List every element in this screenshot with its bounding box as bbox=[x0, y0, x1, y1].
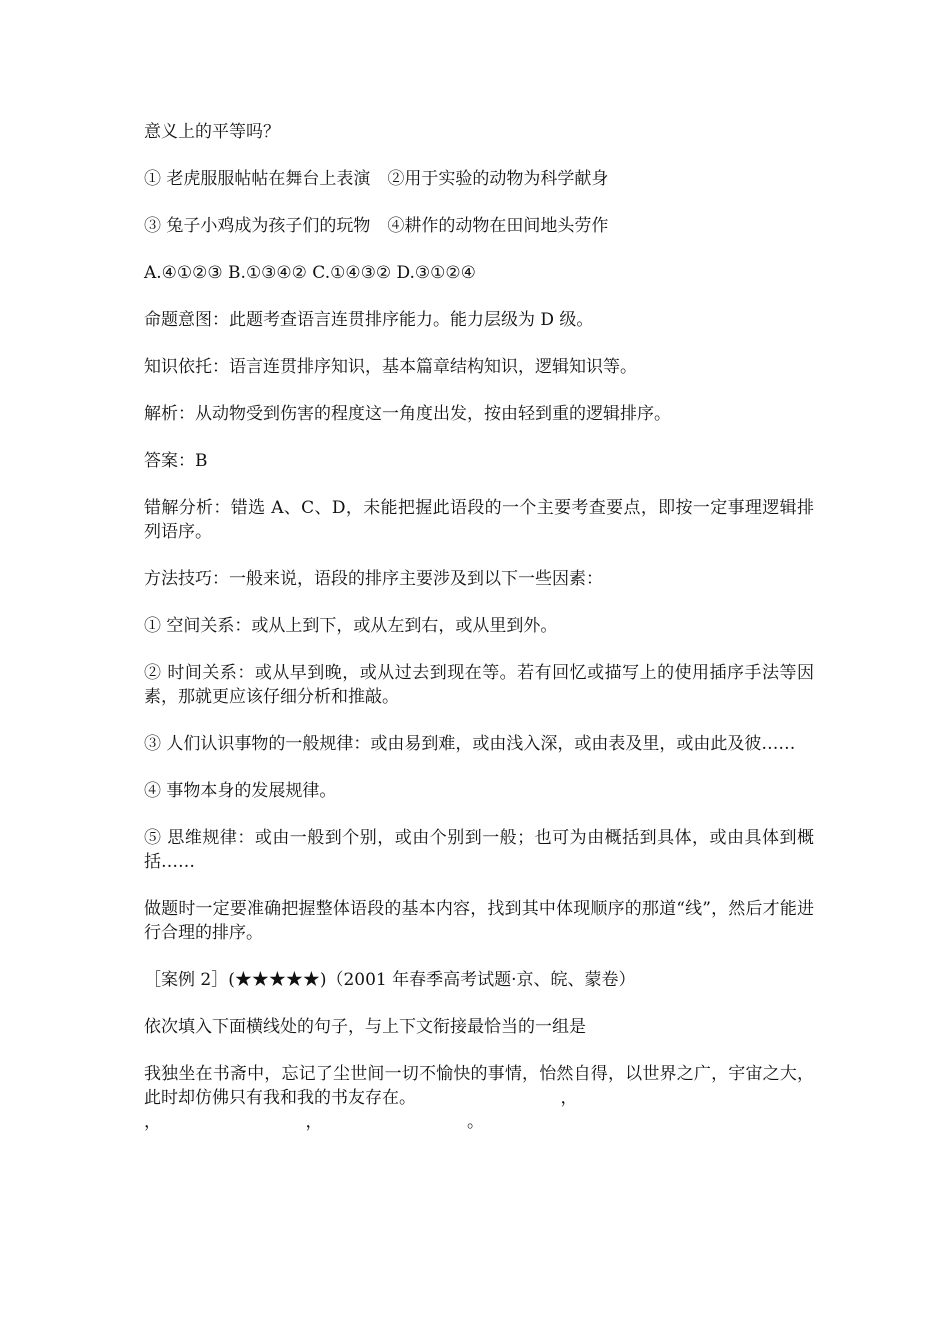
knowledge-basis: 知识依托：语言连贯排序知识，基本篇章结构知识，逻辑知识等。 bbox=[144, 357, 637, 377]
factor-4: ④ 事物本身的发展规律。 bbox=[144, 781, 337, 801]
factor-2: ② 时间关系：或从早到晚，或从过去到现在等。若有回忆或描写上的使用插序手法等因素，那就更应该仔细分析和推敲。 bbox=[144, 663, 814, 707]
document-body bbox=[144, 120, 814, 1157]
answer: 答案：B bbox=[144, 451, 208, 471]
case-instruction: 依次填入下面横线处的句子，与上下文衔接最恰当的一组是 bbox=[144, 1017, 586, 1037]
error-analysis: 错解分析：错选 A、C、D，未能把握此语段的一个主要考查要点，即按一定事理逻辑排列语序。 bbox=[144, 498, 814, 542]
analysis: 解析：从动物受到伤害的程度这一角度出发，按由轻到重的逻辑排序。 bbox=[144, 404, 671, 424]
question-intent: 命题意图：此题考查语言连贯排序能力。能力层级为 D 级。 bbox=[144, 310, 594, 330]
answer-choices: A.④①②③ B.①③④② C.①④③② D.③①②④ bbox=[144, 263, 476, 283]
summary-advice: 做题时一定要准确把握整体语段的基本内容，找到其中体现顺序的那道“线”，然后才能进行合理的排序。 bbox=[144, 899, 814, 943]
factor-3: ③ 人们认识事物的一般规律：或由易到难，或由浅入深，或由表及里，或由此及彼…… bbox=[144, 734, 796, 754]
factor-1: ① 空间关系：或从上到下，或从左到右，或从里到外。 bbox=[144, 616, 558, 636]
case-heading: ［案例 2］(★★★★★)（2001 年春季高考试题·京、皖、蒙卷） bbox=[144, 970, 636, 990]
question-stem-end: 意义上的平等吗？ bbox=[144, 122, 280, 142]
method-tips: 方法技巧：一般来说，语段的排序主要涉及到以下一些因素： bbox=[144, 569, 603, 589]
case-passage: 我独坐在书斋中，忘记了尘世间一切不愉快的事情，怡然自得，以世界之广，宇宙之大，此时却仿佛只有我和我的书友存在。 ， ， ， 。 bbox=[144, 1064, 814, 1132]
option-line-1: ① 老虎服服帖帖在舞台上表演 ②用于实验的动物为科学献身 bbox=[144, 169, 609, 189]
option-line-2: ③ 兔子小鸡成为孩子们的玩物 ④耕作的动物在田间地头劳作 bbox=[144, 216, 609, 236]
factor-5: ⑤ 思维规律：或由一般到个别，或由个别到一般；也可为由概括到具体，或由具体到概括…… bbox=[144, 828, 814, 872]
